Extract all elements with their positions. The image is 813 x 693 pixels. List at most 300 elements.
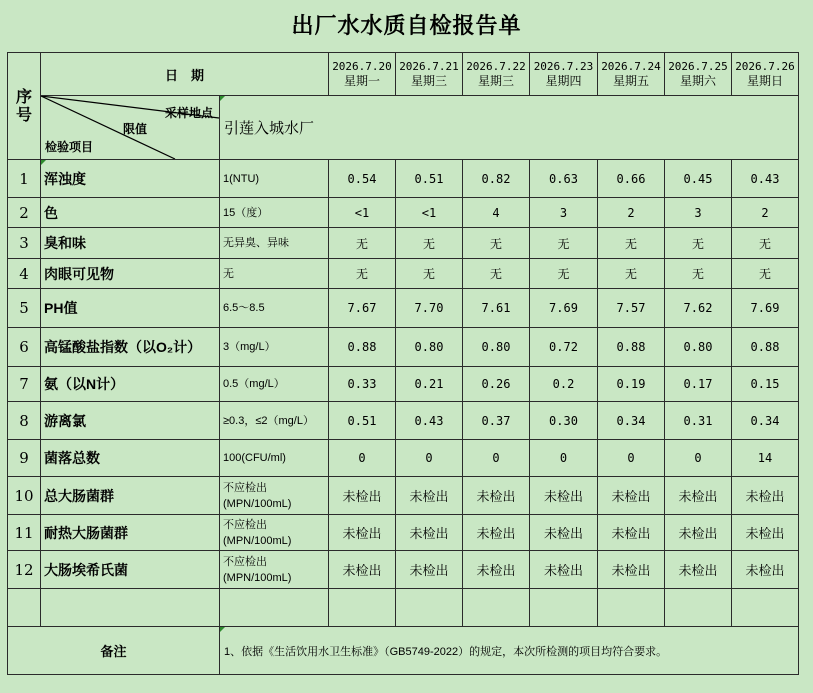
limit-value: 1(NTU) [223,172,260,185]
result-value: 未检出 [476,563,516,578]
result-value: 未检出 [342,526,382,541]
item-name: 浑浊度 [44,170,86,187]
result-value: 7.69 [549,301,578,315]
result-value: 无 [422,267,435,281]
result-value: 无 [355,236,368,251]
result-cell[interactable] [396,289,463,328]
result-value: 7.62 [683,301,713,315]
result-cell[interactable] [598,228,665,259]
result-cell[interactable] [530,477,598,515]
item-cell[interactable] [41,228,220,259]
result-value: 0.80 [414,340,444,354]
result-cell[interactable] [463,198,530,228]
result-value: 0 [627,451,635,465]
empty-cell[interactable] [732,589,799,627]
table-row [8,440,799,477]
result-value: 无 [489,267,502,281]
table-row [8,328,799,367]
remark-label-cell[interactable] [8,627,220,675]
result-cell[interactable] [665,477,732,515]
table-row [8,551,799,589]
limit-cell[interactable] [220,515,329,551]
limit-cell[interactable] [220,477,329,515]
date-value: 2026.7.21 [399,60,459,73]
result-value: 4 [492,205,500,220]
row-index: 12 [14,560,34,579]
limit-cell[interactable] [220,259,329,289]
result-cell[interactable] [463,477,530,515]
weekday-value: 星期一 [343,74,380,88]
result-cell[interactable] [530,515,598,551]
row-index-cell[interactable] [8,440,41,477]
remark-text: 1、依据《生活饮用水卫生标准》（GB5749-2022）的规定，本次所检测的项目均符合要求。 [224,645,668,658]
result-value: 未检出 [611,526,651,541]
result-value: 未检出 [409,563,449,578]
result-cell[interactable] [463,367,530,402]
limit-label: 限值 [123,122,148,136]
result-value: 0 [358,451,366,465]
result-cell[interactable] [530,367,598,402]
item-name: 色 [44,204,58,221]
empty-cell[interactable] [41,589,220,627]
result-value: 0.31 [683,413,713,428]
result-value: 0.17 [683,377,713,391]
result-value: 0 [425,451,433,465]
date-value: 2026.7.22 [466,60,526,73]
item-name: 总大肠菌群 [44,487,114,504]
row-index-cell[interactable] [8,328,41,367]
row-index-cell[interactable] [8,515,41,551]
result-value: 未检出 [745,526,785,541]
limit-cell[interactable] [220,328,329,367]
result-cell[interactable] [396,367,463,402]
result-value: <1 [421,205,437,220]
result-value: 未检出 [476,489,516,504]
result-cell[interactable] [598,160,665,198]
result-value: 0.88 [750,340,780,354]
result-value: 未检出 [745,563,785,578]
result-value: 未检出 [678,563,718,578]
row-index-cell[interactable] [8,477,41,515]
result-cell[interactable] [396,328,463,367]
result-cell[interactable] [396,198,463,228]
result-cell[interactable] [598,551,665,589]
row-index: 1 [19,169,29,188]
diagonal-header-cell[interactable] [41,96,220,160]
result-cell[interactable] [598,367,665,402]
result-value: 无 [557,236,570,251]
report-table [7,52,799,675]
result-cell[interactable] [665,402,732,440]
date-value: 2026.7.23 [533,60,594,73]
empty-cell[interactable] [598,589,665,627]
result-cell[interactable] [463,289,530,328]
limit-value: 不应检出 (MPN/100mL) [223,518,292,547]
row-index: 4 [19,264,29,283]
result-cell[interactable] [396,228,463,259]
result-cell[interactable] [463,328,530,367]
limit-cell[interactable] [220,289,329,328]
empty-cell[interactable] [665,589,732,627]
result-value: 未检出 [342,489,382,504]
result-cell[interactable] [463,259,530,289]
row-index: 8 [19,411,29,430]
item-cell[interactable] [41,198,220,228]
empty-cell[interactable] [220,589,329,627]
result-value: 未检出 [342,563,382,578]
result-value: 未检出 [543,563,583,578]
weekday-value: 星期日 [746,74,783,88]
result-cell[interactable] [732,259,799,289]
result-cell[interactable] [329,228,396,259]
result-value: 14 [757,451,773,465]
result-value: 2 [761,205,769,220]
result-cell[interactable] [665,198,732,228]
result-cell[interactable] [530,440,598,477]
empty-row [8,589,799,627]
result-cell[interactable] [732,515,799,551]
empty-cell[interactable] [463,589,530,627]
site-header-row [8,96,799,160]
result-value: 0.88 [347,340,377,354]
seq-header: 序号 [16,87,33,124]
remark-cell[interactable] [220,627,799,675]
result-cell[interactable] [665,367,732,402]
result-value: 未检出 [409,526,449,541]
result-cell[interactable] [463,402,530,440]
date-label-cell[interactable] [41,53,329,96]
result-cell[interactable] [396,515,463,551]
result-value: 无 [624,236,637,251]
row-index-cell[interactable] [8,160,41,198]
result-cell[interactable] [665,228,732,259]
result-value: 0 [694,451,702,465]
row-index: 5 [19,299,29,317]
result-value: 0.54 [347,171,377,186]
item-name: 游离氯 [44,412,86,429]
limit-value: 无异臭、异味 [223,237,289,249]
date-value: 2026.7.20 [332,60,392,73]
site-name: 引莲入城水厂 [224,120,315,137]
result-cell[interactable] [329,402,396,440]
item-name: 菌落总数 [44,450,100,466]
limit-value: 不应检出 (MPN/100mL) [223,481,292,510]
item-cell[interactable] [41,328,220,367]
result-value: 未检出 [745,489,785,504]
result-cell[interactable] [329,259,396,289]
result-cell[interactable] [598,440,665,477]
remark-row [8,627,799,675]
limit-value: 不应检出 (MPN/100mL) [223,555,292,584]
result-cell[interactable] [665,289,732,328]
item-cell[interactable] [41,477,220,515]
limit-value: 无 [223,267,234,280]
result-value: 0.43 [414,413,444,428]
date-cell-5[interactable] [598,53,665,96]
result-cell[interactable] [396,160,463,198]
row-index: 6 [19,338,29,356]
date-header-row [8,53,799,96]
item-name: 高锰酸盐指数（以O₂计） [44,339,202,355]
result-cell[interactable] [665,328,732,367]
result-cell[interactable] [732,328,799,367]
site-cell[interactable] [220,96,799,160]
row-index: 2 [19,203,29,222]
result-cell[interactable] [329,477,396,515]
item-cell[interactable] [41,402,220,440]
item-cell[interactable] [41,289,220,328]
row-index: 11 [14,523,34,542]
result-cell[interactable] [732,198,799,228]
result-cell[interactable] [732,440,799,477]
empty-cell[interactable] [8,589,41,627]
result-value: 无 [422,236,435,251]
result-cell[interactable] [598,477,665,515]
date-value: 2026.7.26 [735,60,795,73]
row-index: 3 [19,234,29,252]
result-cell[interactable] [598,402,665,440]
result-value: 0.34 [616,413,646,428]
result-value: 3 [559,205,568,220]
row-index-cell[interactable] [8,289,41,328]
table-row [8,259,799,289]
limit-value: ≥0.3，≤2（mg/L） [223,414,314,427]
empty-cell[interactable] [530,589,598,627]
result-value: 0.19 [616,377,646,391]
result-value: 0.15 [750,377,780,391]
result-value: 3 [694,205,702,220]
result-cell[interactable] [329,328,396,367]
result-cell[interactable] [530,259,598,289]
result-cell[interactable] [329,440,396,477]
result-cell[interactable] [329,198,396,228]
weekday-value: 星期六 [679,74,716,88]
row-index-cell[interactable] [8,402,41,440]
table-row [8,160,799,198]
empty-cell[interactable] [396,589,463,627]
result-cell[interactable] [732,160,799,198]
result-value: 0.72 [549,340,578,354]
result-cell[interactable] [732,477,799,515]
result-cell[interactable] [396,477,463,515]
result-cell[interactable] [396,551,463,589]
limit-value: 100(CFU/ml) [223,452,286,464]
result-cell[interactable] [329,515,396,551]
result-cell[interactable] [530,228,598,259]
weekday-value: 星期五 [612,74,649,88]
item-cell[interactable] [41,367,220,402]
result-value: 2 [627,205,635,220]
empty-cell[interactable] [329,589,396,627]
limit-cell[interactable] [220,402,329,440]
result-value: 0.80 [481,340,511,354]
limit-cell[interactable] [220,367,329,402]
result-value: 7.57 [616,301,646,315]
limit-value: 15（度） [223,206,269,219]
result-value: 无 [355,267,368,281]
result-value: 未检出 [611,489,651,504]
result-value: 0.88 [616,340,646,354]
result-value: 未检出 [409,489,449,504]
item-cell[interactable] [41,440,220,477]
result-value: 0 [559,451,568,465]
result-cell[interactable] [530,160,598,198]
result-value: 未检出 [678,526,718,541]
result-value: 未检出 [476,526,516,541]
result-value: 0.2 [552,377,575,391]
date-cell-7[interactable] [732,53,799,96]
date-cell-1[interactable] [329,53,396,96]
table-row [8,289,799,328]
result-value: 未检出 [543,489,583,504]
table-row [8,402,799,440]
result-cell[interactable] [530,289,598,328]
result-value: 7.61 [481,301,511,315]
result-value: 0.21 [414,377,444,391]
limit-cell[interactable] [220,160,329,198]
item-name: 耐热大肠菌群 [44,524,128,541]
result-cell[interactable] [329,551,396,589]
weekday-value: 星期三 [410,74,447,88]
sampling-site-label: 采样地点 [164,106,213,120]
result-value: 0.37 [481,413,511,428]
result-cell[interactable] [530,402,598,440]
result-value: 无 [557,267,570,281]
result-value: 0.82 [481,171,511,186]
seq-header-cell[interactable] [8,53,41,160]
table-row [8,477,799,515]
item-name: 肉眼可见物 [44,265,114,282]
result-cell[interactable] [463,551,530,589]
row-index-cell[interactable] [8,259,41,289]
result-cell[interactable] [665,440,732,477]
result-cell[interactable] [732,228,799,259]
limit-cell[interactable] [220,440,329,477]
result-cell[interactable] [598,328,665,367]
result-cell[interactable] [530,328,598,367]
result-cell[interactable] [598,259,665,289]
result-value: 无 [758,236,771,251]
result-value: 0.63 [549,171,578,186]
limit-value: 3（mg/L） [223,341,276,353]
item-name: 大肠埃希氏菌 [44,561,128,578]
result-value: 无 [691,267,704,281]
date-value: 2026.7.24 [601,60,661,73]
result-cell[interactable] [598,198,665,228]
result-cell[interactable] [329,367,396,402]
result-cell[interactable] [396,259,463,289]
result-value: 7.70 [414,301,444,315]
weekday-value: 星期三 [477,74,514,88]
result-cell[interactable] [665,259,732,289]
result-cell[interactable] [598,515,665,551]
item-name: PH值 [44,300,78,316]
item-cell[interactable] [41,515,220,551]
result-value: 0.30 [549,413,578,428]
result-cell[interactable] [665,551,732,589]
result-cell[interactable] [396,440,463,477]
result-cell[interactable] [463,228,530,259]
result-cell[interactable] [463,160,530,198]
result-value: 无 [758,267,771,281]
limit-value: 0.5（mg/L） [223,378,285,390]
result-cell[interactable] [732,551,799,589]
limit-value: 6.5～8.5 [223,302,265,314]
row-index-cell[interactable] [8,367,41,402]
result-cell[interactable] [665,515,732,551]
date-cell-2[interactable] [396,53,463,96]
result-value: 0.51 [347,413,377,428]
result-value: 无 [691,236,704,251]
row-index-cell[interactable] [8,551,41,589]
result-value: 未检出 [543,526,583,541]
result-value: 0.26 [481,377,511,391]
limit-cell[interactable] [220,228,329,259]
result-value: 7.67 [347,301,377,315]
result-value: 0.80 [683,340,713,354]
date-value: 2026.7.25 [668,60,728,73]
result-cell[interactable] [732,367,799,402]
result-cell[interactable] [732,289,799,328]
row-index-cell[interactable] [8,198,41,228]
report-title: 出厂水水质自检报告单 [291,13,522,39]
table-row [8,367,799,402]
item-cell[interactable] [41,551,220,589]
limit-cell[interactable] [220,551,329,589]
date-cell-4[interactable] [530,53,598,96]
test-item-label: 检验项目 [45,140,94,154]
result-value: 0.43 [750,171,780,186]
remark-label: 备注 [100,644,127,659]
weekday-value: 星期四 [545,74,582,88]
result-cell[interactable] [530,551,598,589]
result-cell[interactable] [732,402,799,440]
date-label: 日 期 [164,67,204,83]
result-value: 0.45 [683,171,713,186]
result-value: 7.69 [750,301,780,315]
result-cell[interactable] [329,289,396,328]
row-index-cell[interactable] [8,228,41,259]
result-cell[interactable] [463,515,530,551]
result-cell[interactable] [329,160,396,198]
result-value: 无 [489,236,502,251]
item-name: 臭和味 [44,235,86,251]
limit-cell[interactable] [220,198,329,228]
result-value: 未检出 [678,489,718,504]
date-cell-3[interactable] [463,53,530,96]
result-value: 0.34 [750,413,780,428]
table-row [8,228,799,259]
item-cell[interactable] [41,160,220,198]
row-index: 7 [19,375,29,393]
result-value: 无 [624,267,637,281]
result-cell[interactable] [665,160,732,198]
result-cell[interactable] [463,440,530,477]
table-row [8,198,799,228]
result-cell[interactable] [530,198,598,228]
result-value: 未检出 [611,563,651,578]
date-cell-6[interactable] [665,53,732,96]
result-cell[interactable] [598,289,665,328]
result-value: 0.33 [347,377,377,391]
item-cell[interactable] [41,259,220,289]
row-index: 10 [14,486,34,505]
item-name: 氨（以N计） [44,376,125,392]
result-value: 0.51 [414,171,444,186]
result-value: 0 [492,451,500,465]
table-row [8,515,799,551]
result-cell[interactable] [396,402,463,440]
